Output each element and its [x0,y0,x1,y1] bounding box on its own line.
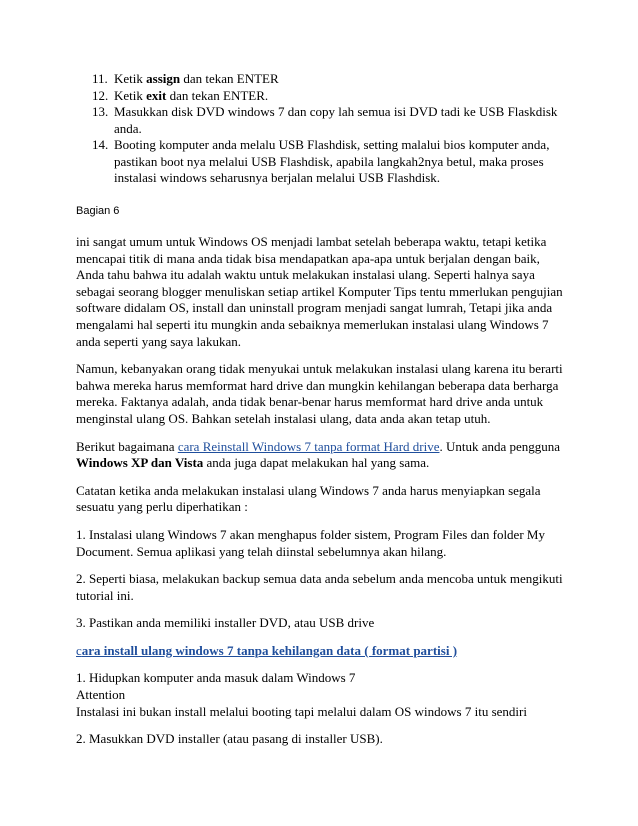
list-text: Masukkan disk DVD windows 7 dan copy lah semua isi DVD tadi ke USB Flaskdisk anda. [114,104,558,136]
list-item [92,71,562,88]
list-item [92,88,562,105]
list-text [114,88,562,105]
text-run: Berikut bagaimana [76,438,178,454]
text-run: . Untuk anda pengguna [439,438,561,454]
partition-guide-link[interactable] [76,643,457,658]
paragraph-intro: ini sangat umum untuk Windows OS menjadi lambat setelah beberapa waktu, tetapi ketika mencapai titik di mana anda tidak bisa mendapatkan apa-apa untuk berjalan dengan baik, Anda tahu bahwa itu adalah waktu untuk melakukan instalasi ulang. Seperti halnya saya sebagai seorang blogger menuliskan setiap artikel Komputer Tips tentu mmerlukan pengujian software didalam OS, install dan uninstall program menjadi sangat lumrah, Tetapi jika anda mengalami hal seperti itu mungkin anda sebaiknya memerlukan instalasi ulang Windows 7 anda seperti yang saya lakukan. [76,234,563,349]
step-2-text: 2. Masukkan DVD installer (atau pasang di installer USB). [76,731,383,747]
link-first-letter: c [76,642,82,658]
text-run: dan tekan ENTER. [166,87,269,103]
attention-text: Instalasi ini bukan install melalui booting tapi melalui dalam OS windows 7 itu sendiri [76,703,527,719]
list-number: 12. [92,87,109,103]
note-item-1: 1. Instalasi ulang Windows 7 akan menghapus folder sistem, Program Files dan folder My Document. Semua aplikasi yang telah diinstal sebelumnya akan hilang. [76,526,545,559]
list-text: Booting komputer anda melalu USB Flashdisk, setting malalui bios komputer anda, pastikan boot nya melalui USB Flashdisk, apabila langkah2nya betul, maka proses instalasi windows seharusnya berjalan melalui USB Flashdisk. [114,137,550,185]
note-item-3: 3. Pastikan anda memiliki installer DVD, atau USB drive [76,615,375,631]
paragraph-notes: Catatan ketika anda melakukan instalasi ulang Windows 7 anda harus menyiapkan segala sesuatu yang perlu diperhatikan : [76,482,541,515]
paragraph-format-concern: Namun, kebanyakan orang tidak menyukai untuk melakukan instalasi ulang karena itu berarti bahwa mereka harus memformat hard drive dan mungkin kehilangan beberapa data berharga mereka. Faktanya adalah, anda tidak benar-benar harus memformat hard drive anda untuk menginstal ulang OS. Bahkan setelah instalasi ulang, data anda akan tetap utuh. [76,361,563,426]
note-item-2: 2. Seperti biasa, melakukan backup semua data anda sebelum anda mencoba untuk mengikuti tutorial ini. [76,571,563,603]
list-number: 11. [92,71,108,86]
text-run: anda juga dapat melakukan hal yang sama. [203,455,430,471]
text-run: Ketik [114,71,147,86]
list-number: 14. [92,137,109,152]
text-run: dan tekan ENTER [180,71,279,86]
list-number: 13. [92,104,109,119]
bold-keyword: exit [146,87,167,103]
numbered-steps-list [92,71,562,187]
list-item [92,104,562,137]
article-body [76,234,570,748]
attention-label: Attention [76,687,126,703]
step-1-block [76,670,570,720]
link-rest-text: ara install ulang windows 7 tanpa kehilangan data ( format partisi ) [81,642,458,658]
bold-os-names: Windows XP dan Vista [76,455,204,471]
reinstall-guide-link[interactable]: cara Reinstall Windows 7 tanpa format Hard drive [177,438,440,454]
bold-keyword: assign [146,71,181,86]
section-heading: Bagian 6 [76,205,120,217]
partition-guide-paragraph [76,643,570,660]
paragraph-how-to [76,439,570,472]
step-1-text: 1. Hidupkan komputer anda masuk dalam Windows 7 [76,670,356,686]
list-text [114,71,562,88]
text-run: Ketik [114,87,147,103]
list-item [92,137,562,187]
